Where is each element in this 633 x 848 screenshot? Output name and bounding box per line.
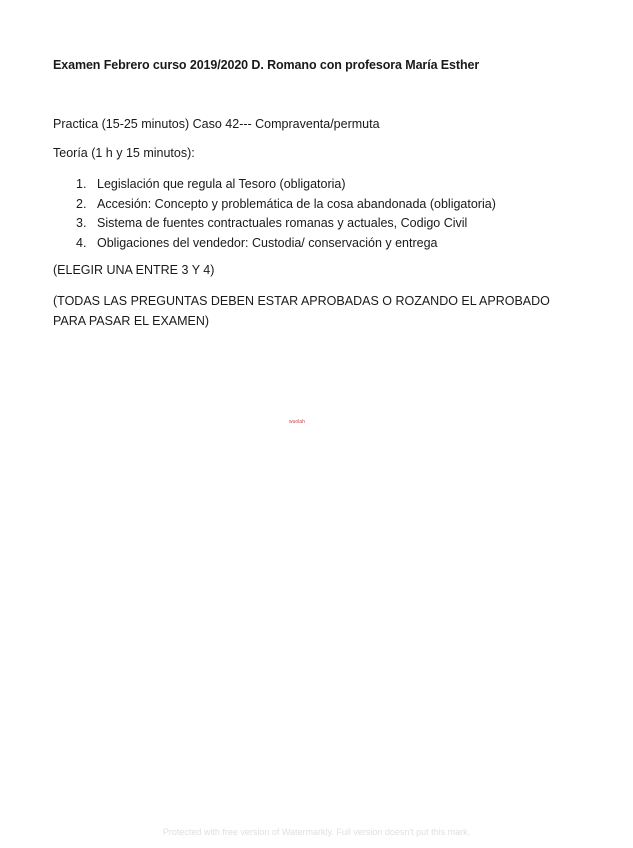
- list-item: [76, 175, 496, 195]
- todas-note: (TODAS LAS PREGUNTAS DEBEN ESTAR APROBADAS O ROZANDO EL APROBADO PARA PASAR EL EXAMEN): [53, 294, 550, 328]
- list-item-number: 2.: [76, 196, 87, 211]
- list-item-number: 1.: [76, 177, 87, 191]
- list-item-text: Accesión: Concepto y problemática de la cosa abandonada (obligatoria): [97, 196, 496, 211]
- teoria-line: Teoría (1 h y 15 minutos):: [53, 146, 195, 160]
- list-item: [76, 195, 496, 215]
- list-item: [76, 234, 496, 254]
- list-item-number: 3.: [76, 216, 87, 230]
- list-item-text: Obligaciones del vendedor: Custodia/ conservación y entrega: [97, 235, 438, 250]
- list-item-text: Legislación que regula al Tesoro (obligatoria): [97, 177, 346, 191]
- list-item: [76, 214, 496, 234]
- elegir-note: (ELEGIR UNA ENTRE 3 Y 4): [53, 263, 215, 277]
- practica-line: Practica (15-25 minutos) Caso 42--- Compraventa/permuta: [53, 117, 380, 131]
- stamp-mark: wuolah: [289, 419, 305, 425]
- list-item-text: Sistema de fuentes contractuales romanas y actuales, Codigo Civil: [97, 216, 468, 230]
- watermark-text: Protected with free version of Watermarkly. Full version doesn't put this mark.: [162, 827, 471, 837]
- exam-title: Examen Febrero curso 2019/2020 D. Romano con profesora María Esther: [53, 58, 480, 72]
- list-item-number: 4.: [76, 235, 87, 250]
- question-list: [76, 175, 496, 253]
